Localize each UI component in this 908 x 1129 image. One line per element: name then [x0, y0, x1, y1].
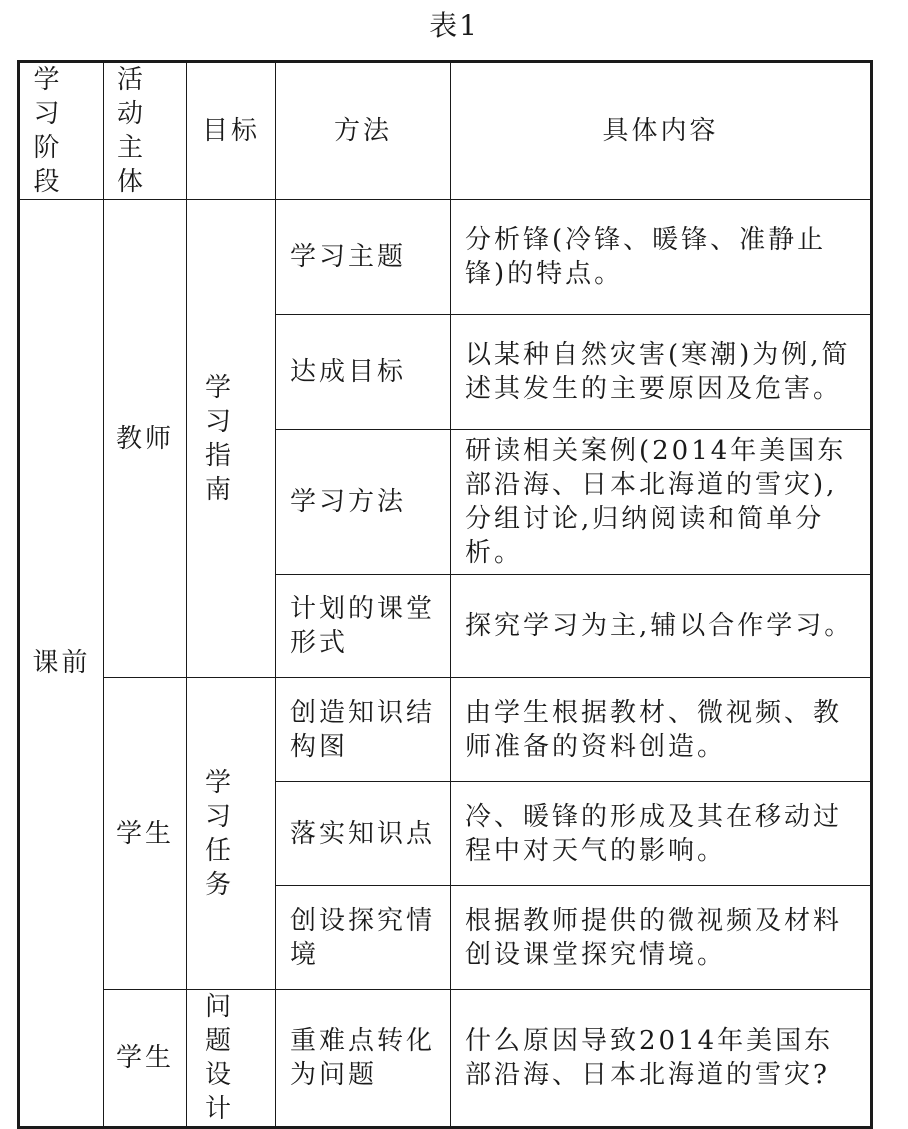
content-cell: 什么原因导致2014年美国东部沿海、日本北海道的雪灾? — [451, 990, 872, 1128]
table-row — [19, 678, 872, 782]
header-goal: 目标 — [187, 62, 276, 200]
content-cell: 根据教师提供的微视频及材料创设课堂探究情境。 — [451, 886, 872, 990]
method-cell: 落实知识点 — [276, 782, 451, 886]
stage-cell: 课前 — [19, 200, 104, 1128]
actor-cell-student-2: 学生 — [104, 990, 187, 1128]
table-row — [19, 990, 872, 1128]
content-cell: 分析锋(冷锋、暖锋、准静止锋)的特点。 — [451, 200, 872, 315]
actor-cell-student: 学生 — [104, 678, 187, 990]
content-cell: 由学生根据教材、微视频、教师准备的资料创造。 — [451, 678, 872, 782]
method-cell: 学习方法 — [276, 430, 451, 575]
content-cell: 以某种自然灾害(寒潮)为例,简述其发生的主要原因及危害。 — [451, 315, 872, 430]
goal-cell-task: 学习任务 — [187, 678, 276, 990]
content-cell: 研读相关案例(2014年美国东部沿海、日本北海道的雪灾),分组讨论,归纳阅读和简单分析。 — [451, 430, 872, 575]
content-cell: 探究学习为主,辅以合作学习。 — [451, 575, 872, 678]
lesson-plan-table — [17, 60, 873, 1129]
method-cell: 重难点转化为问题 — [276, 990, 451, 1128]
method-cell: 计划的课堂形式 — [276, 575, 451, 678]
actor-cell-teacher: 教师 — [104, 200, 187, 678]
method-cell: 达成目标 — [276, 315, 451, 430]
header-actor: 活动主体 — [104, 62, 187, 200]
header-stage: 学习阶段 — [19, 62, 104, 200]
header-row — [19, 62, 872, 200]
table-row — [19, 200, 872, 315]
goal-cell-guide: 学习指南 — [187, 200, 276, 678]
method-cell: 学习主题 — [276, 200, 451, 315]
header-method: 方法 — [276, 62, 451, 200]
method-cell: 创造知识结构图 — [276, 678, 451, 782]
header-content: 具体内容 — [451, 62, 872, 200]
content-cell: 冷、暖锋的形成及其在移动过程中对天气的影响。 — [451, 782, 872, 886]
method-cell: 创设探究情境 — [276, 886, 451, 990]
table-caption: 表1 — [429, 9, 479, 42]
goal-cell-question: 问题设计 — [187, 990, 276, 1128]
